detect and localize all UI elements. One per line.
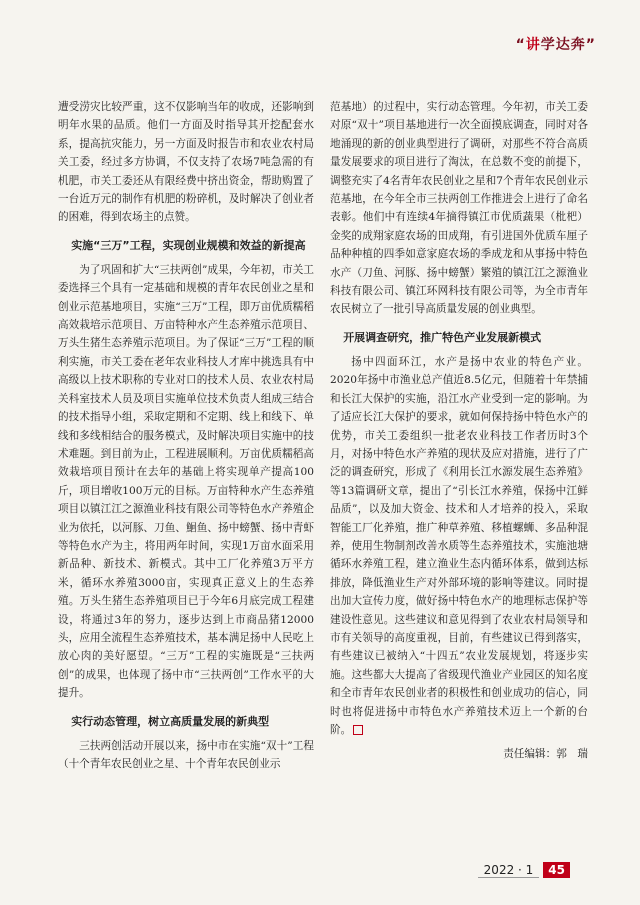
right-paragraph-2: [330, 353, 588, 740]
right-paragraph-1: 范基地）的过程中，实行动态管理。今年初，市关工委对原“双十”项目基地进行一次全面摸底调查，同时对各地涌现的新的创业典型进行了调研，对那些不符合高质量发展要求的项目进行了淘汰，在总数不变的前提下，调整充实了4名青年农民创业之星和7个青年农民创业示范基地，在今年全市三扶两创工作推进会上进行了命名表彰。他们中有连续4年摘得镇江市优质蔬果（枇杷）金奖的成翔家庭农场的田成翔，有引进国外优质车厘子品种种植的四季如意家庭农场的季成龙和从事扬中特色水产（刀鱼、河豚、扬中螃蟹）繁殖的镇江江之源渔业科技有限公司、镇江环网科技有限公司等，为全市青年农民树立了一批引导高质量发展的创业典型。: [330, 101, 588, 316]
right-column: [330, 98, 588, 763]
page-number: 45: [543, 862, 570, 878]
brand-highlight: 讲: [525, 37, 541, 53]
responsible-editor: 责任编辑：郭 瑞: [503, 748, 588, 761]
section-heading-dynamic-management: 实行动态管理，树立高质量发展的新典型: [71, 714, 270, 728]
brand-prefix: “: [515, 37, 526, 53]
left-paragraph-1: 遭受涝灾比较严重，这不仅影响当年的收成，还影响到明年水果的品质。他们一方面及时指导其开挖配套水系，提高抗灾能力，另一方面及时报告市和农业农村局关工委，经过多方协调，不仅支持了农场7吨急需的有机肥，市关工委还从有限经费中挤出资金，帮助购置了一台近万元的制作有机肥的粉碎机，及时解决了创业者的困难，得到农场主的点赞。: [58, 101, 314, 224]
section-heading-research: 开展调查研究，推广特色产业发展新模式: [343, 330, 542, 344]
right-paragraph-2-text: 扬中四面环江，水产是扬中农业的特色产业。2020年扬中市渔业总产值近8.5亿元，但随着十年禁捕和长江大保护的实施，沿江水产业受到一定的影响。为了适应长江大保护的要求，就如何保持扬中特色水产的优势，市关工委组织一批老农业科技工作者历时3个月，对扬中特色水产养殖的现状及应对措施，进行了广泛的调查研究，形成了《利用长江水源发展生态养殖》等13篇调研文章，提出了“引长江水养殖，保扬中江鲜品质”，以及加大资金、技术和人才培养的投入，采取智能工厂化养殖，推广种草养殖、移植螺蛳、多品种混养，使用生物制剂改善水质等生态养殖技术，实施池塘循环水养殖工程，建立渔业生态内循环体系，做到达标排放，降低渔业生产对外部环境的影响等建议。同时提出加大宣传力度，做好扬中特色水产的地理标志保护等建设性意见。这些建议和意见得到了农业农村局领导和市有关领导的高度重视，目前，有些建议已得到落实，有些建议已被纳入“十四五”农业发展规划，将逐步实施。这些都大大提高了省级现代渔业产业园区的知名度和全市青年农民创业者的积极性和创业成功的信心，同时也将促进扬中市特色水产养殖技术迈上一个新的台阶。: [330, 355, 588, 736]
page-footer: [478, 860, 570, 880]
left-paragraph-2: 为了巩固和扩大“三扶两创”成果，今年初，市关工委选择三个具有一定基础和规模的青年农民创业之星和创业示范基地项目，实施“三万”工程，即万亩优质糯稻高效栽培示范项目、万亩特种水产生态养殖示范项目、万头生猪生态养殖示范项目。为了保证“三万”工程的顺利实施，市关工委在老年农业科技人才库中挑选具有中高级以上技术职称的专业对口的技术人员、农业农村局关科室技术人员及项目实施单位技术负责人组成三结合的技术指导小组，采取定期和不定期、线上和线下、单线和多线相结合的服务模式，及时解决项目实施中的技术难题。到目前为止，工程进展顺利。万亩优质糯稻高效栽培项目预计在去年的基础上将实现单产提高100斤，项目增收100万元的目标。万亩特种水产生态养殖项目以镇江江之源渔业科技有限公司等特色水产养殖企业为依托，以河豚、刀鱼、鮰鱼、扬中螃蟹、扬中青虾等特色水产为主，将用两年时间，实现1万亩水面采用新品种、新技术、新模式。其中工厂化养殖3万平方米，循环水养殖3000亩，实现真正意义上的生态养殖。万头生猪生态养殖项目已于今年6月底完成工程建设，将通过3年的努力，逐步达到上市商品猪12000头，应用全流程生态养殖技术，基本满足扬中人民吃上放心肉的美好愿望。“三万”工程的实施既是“三扶两创”的成果，也体现了扬中市“三扶两创”工作水平的大提升。: [58, 263, 314, 700]
brand-rest: 学达奔”: [540, 37, 596, 53]
left-paragraph-3: 三扶两创活动开展以来，扬中市在实施“双十”工程（十个青年农民创业之星、十个青年农民创业示: [58, 739, 314, 770]
end-mark-icon: [353, 725, 363, 735]
issue-label: 2022 · 1: [478, 863, 540, 878]
section-heading-sanwan: 实施“三万”工程，实现创业规模和效益的新提高: [71, 238, 306, 252]
magazine-brand: [516, 34, 596, 54]
left-column: [58, 98, 314, 773]
